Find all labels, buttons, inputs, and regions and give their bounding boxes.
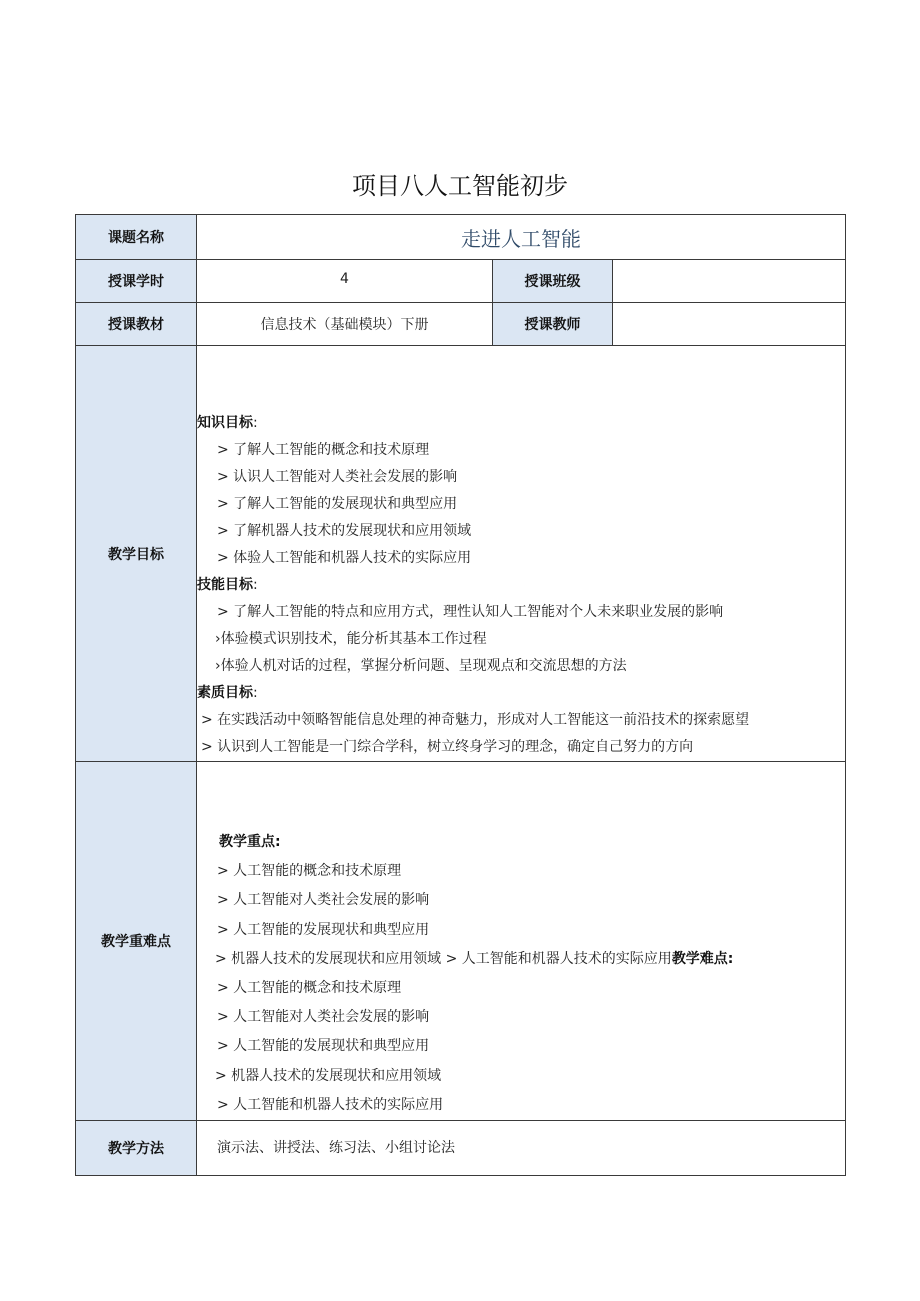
- teaching-method-value: 演示法、讲授法、练习法、小组讨论法: [217, 1139, 455, 1156]
- quality-goal-item: > 认识到人工智能是一门综合学科，树立终身学习的理念，确定自己努力的方向: [201, 739, 694, 755]
- skill-goal-item: ›体验人机对话的过程，掌握分析问题、呈现观点和交流思想的方法: [215, 658, 627, 674]
- course-name-label: 课题名称: [76, 215, 197, 260]
- document-title: 项目八人工智能初步: [352, 172, 568, 200]
- knowledge-goal-item: > 了解机器人技术的发展现状和应用领域: [217, 523, 472, 539]
- teaching-method-content[interactable]: [197, 1121, 846, 1176]
- teaching-method-label: 教学方法: [76, 1121, 197, 1176]
- knowledge-goal-item: > 了解人工智能的发展现状和典型应用: [217, 496, 458, 512]
- hours-label: 授课学时: [76, 260, 197, 303]
- merged-point-line: > 机器人技术的发展现状和应用领域 > 人工智能和机器人技术的实际应用教学难点:: [215, 950, 734, 967]
- quality-goals-heading: 素质目标:: [197, 685, 258, 701]
- quality-goal-item: > 在实践活动中领略智能信息处理的神奇魅力，形成对人工智能这一前沿技术的探索愿望: [201, 712, 750, 728]
- hours-value[interactable]: 4: [197, 260, 493, 303]
- row-teaching-method: [76, 1121, 846, 1176]
- difficult-points-heading: 教学难点:: [671, 950, 734, 967]
- knowledge-goal-item: > 体验人工智能和机器人技术的实际应用: [217, 550, 472, 566]
- teaching-goals-label: 教学目标: [76, 346, 197, 762]
- skill-goals-heading: 技能目标:: [197, 577, 258, 593]
- difficult-point-item: > 机器人技术的发展现状和应用领域: [215, 1067, 442, 1084]
- key-difficult-points-label: 教学重难点: [76, 762, 197, 1121]
- key-point-item: > 人工智能对人类社会发展的影响: [217, 892, 430, 909]
- textbook-value[interactable]: 信息技术（基础模块）下册: [197, 303, 493, 346]
- course-name-value[interactable]: 走进人工智能: [197, 215, 846, 260]
- teacher-label: 授课教师: [493, 303, 613, 346]
- row-course-name: [76, 215, 846, 260]
- knowledge-goal-item: > 了解人工智能的概念和技术原理: [217, 442, 430, 458]
- class-value[interactable]: [613, 260, 846, 303]
- teaching-goals-content[interactable]: [197, 346, 846, 762]
- key-points-heading: 教学重点:: [219, 834, 281, 850]
- difficult-point-item: > 人工智能和机器人技术的实际应用: [217, 1096, 444, 1113]
- skill-goal-item: ›体验模式识别技术，能分析其基本工作过程: [215, 631, 487, 647]
- key-point-item: > 人工智能的发展现状和典型应用: [217, 921, 430, 938]
- difficult-point-item: > 人工智能的概念和技术原理: [217, 980, 402, 997]
- skill-goal-item: > 了解人工智能的特点和应用方式，理性认知人工智能对个人未来职业发展的影响: [217, 604, 724, 620]
- key-point-item: > 人工智能的概念和技术原理: [217, 863, 402, 880]
- knowledge-goal-item: > 认识人工智能对人类社会发展的影响: [217, 469, 458, 485]
- knowledge-goals-heading: 知识目标:: [197, 415, 258, 431]
- row-hours-class: [76, 260, 846, 303]
- row-key-difficult-points: [76, 762, 846, 1121]
- difficult-point-item: > 人工智能对人类社会发展的影响: [217, 1009, 430, 1026]
- difficult-point-item: > 人工智能的发展现状和典型应用: [217, 1038, 430, 1055]
- lesson-plan-table: [75, 214, 846, 1176]
- key-difficult-points-content[interactable]: [197, 762, 846, 1121]
- row-teaching-goals: [76, 346, 846, 762]
- textbook-label: 授课教材: [76, 303, 197, 346]
- row-textbook-teacher: [76, 303, 846, 346]
- teacher-value[interactable]: [613, 303, 846, 346]
- class-label: 授课班级: [493, 260, 613, 303]
